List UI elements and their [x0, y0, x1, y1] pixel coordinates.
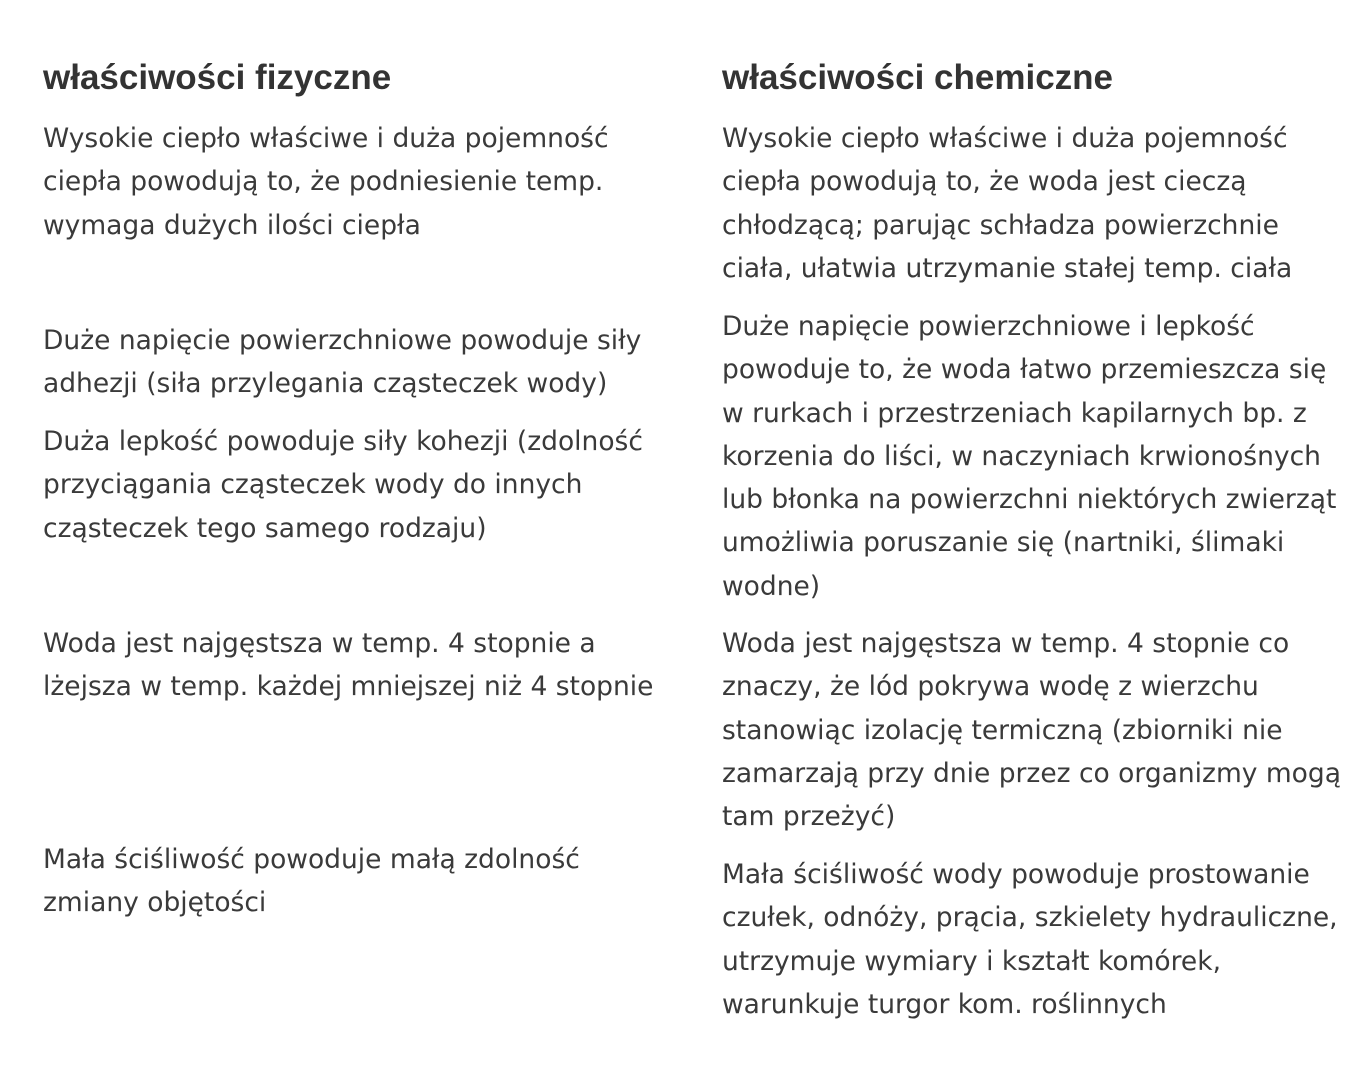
- physical-properties-heading: właściwości fizyczne: [43, 58, 392, 97]
- text-line: tam przeżyć): [722, 801, 896, 833]
- text-line: umożliwia poruszanie się (nartniki, ślimaki: [722, 527, 1285, 559]
- chemical-paragraph-density: [722, 622, 1341, 838]
- physical-paragraph-density: [43, 622, 653, 709]
- text-line: cząsteczek tego samego rodzaju): [43, 512, 487, 544]
- text-line: Woda jest najgęstsza w temp. 4 stopnie co: [722, 628, 1290, 659]
- text-line: Mała ściśliwość powoduje małą zdolność: [43, 844, 580, 875]
- text-line: Woda jest najgęstsza w temp. 4 stopnie a: [43, 628, 596, 659]
- physical-paragraph-adhesion: [43, 319, 641, 406]
- physical-paragraph-heat: [43, 117, 609, 247]
- text-line: ciepła powodują to, że woda jest cieczą: [722, 166, 1247, 198]
- text-line: znaczy, że lód pokrywa wodę z wierzchu: [722, 671, 1259, 703]
- chemical-paragraph-heat: [722, 117, 1292, 290]
- chemical-paragraph-capillarity: [722, 305, 1336, 608]
- text-line: lub błonka na powierzchni niektórych zwierząt: [722, 484, 1337, 516]
- text-line: adhezji (siła przylegania cząsteczek wody): [43, 368, 608, 400]
- text-line: chłodzącą; parując schładza powierzchnie: [722, 209, 1279, 241]
- physical-paragraph-cohesion: [43, 420, 643, 550]
- text-line: Duża lepkość powoduje siły kohezji (zdolność: [43, 426, 643, 457]
- text-line: przyciągania cząsteczek wody do innych: [43, 469, 583, 501]
- text-line: ciała, ułatwia utrzymanie stałej temp. ciała: [722, 252, 1293, 284]
- text-line: Wysokie ciepło właściwe i duża pojemność: [722, 123, 1288, 154]
- physical-paragraph-compressibility: [43, 838, 580, 925]
- text-line: Wysokie ciepło właściwe i duża pojemność: [43, 123, 609, 154]
- text-line: wodne): [722, 570, 821, 602]
- text-line: Duże napięcie powierzchniowe powoduje siły: [43, 325, 642, 356]
- text-line: Mała ściśliwość wody powoduje prostowanie: [722, 859, 1310, 890]
- text-line: stanowiąc izolację termiczną (zbiorniki nie: [722, 714, 1283, 746]
- text-line: lżejsza w temp. każdej mniejszej niż 4 stopnie: [43, 671, 654, 703]
- text-line: zamarzają przy dnie przez co organizmy mogą: [722, 757, 1341, 789]
- text-line: w rurkach i przestrzeniach kapilarnych bp. z: [722, 397, 1307, 429]
- text-line: powoduje to, że woda łatwo przemieszcza się: [722, 354, 1327, 386]
- text-line: korzenia do liści, w naczyniach krwionośnych: [722, 440, 1321, 472]
- text-line: warunkuje turgor kom. roślinnych: [722, 988, 1167, 1020]
- chemical-paragraph-compressibility: [722, 853, 1338, 1026]
- chemical-properties-heading: właściwości chemiczne: [722, 58, 1114, 97]
- text-line: ciepła powodują to, że podniesienie temp.: [43, 166, 604, 198]
- text-line: zmiany objętości: [43, 887, 267, 919]
- text-line: wymaga dużych ilości ciepła: [43, 209, 421, 241]
- text-line: utrzymuje wymiary i kształt komórek,: [722, 945, 1221, 977]
- text-line: Duże napięcie powierzchniowe i lepkość: [722, 311, 1255, 342]
- text-line: czułek, odnóży, prącia, szkielety hydrauliczne,: [722, 902, 1338, 934]
